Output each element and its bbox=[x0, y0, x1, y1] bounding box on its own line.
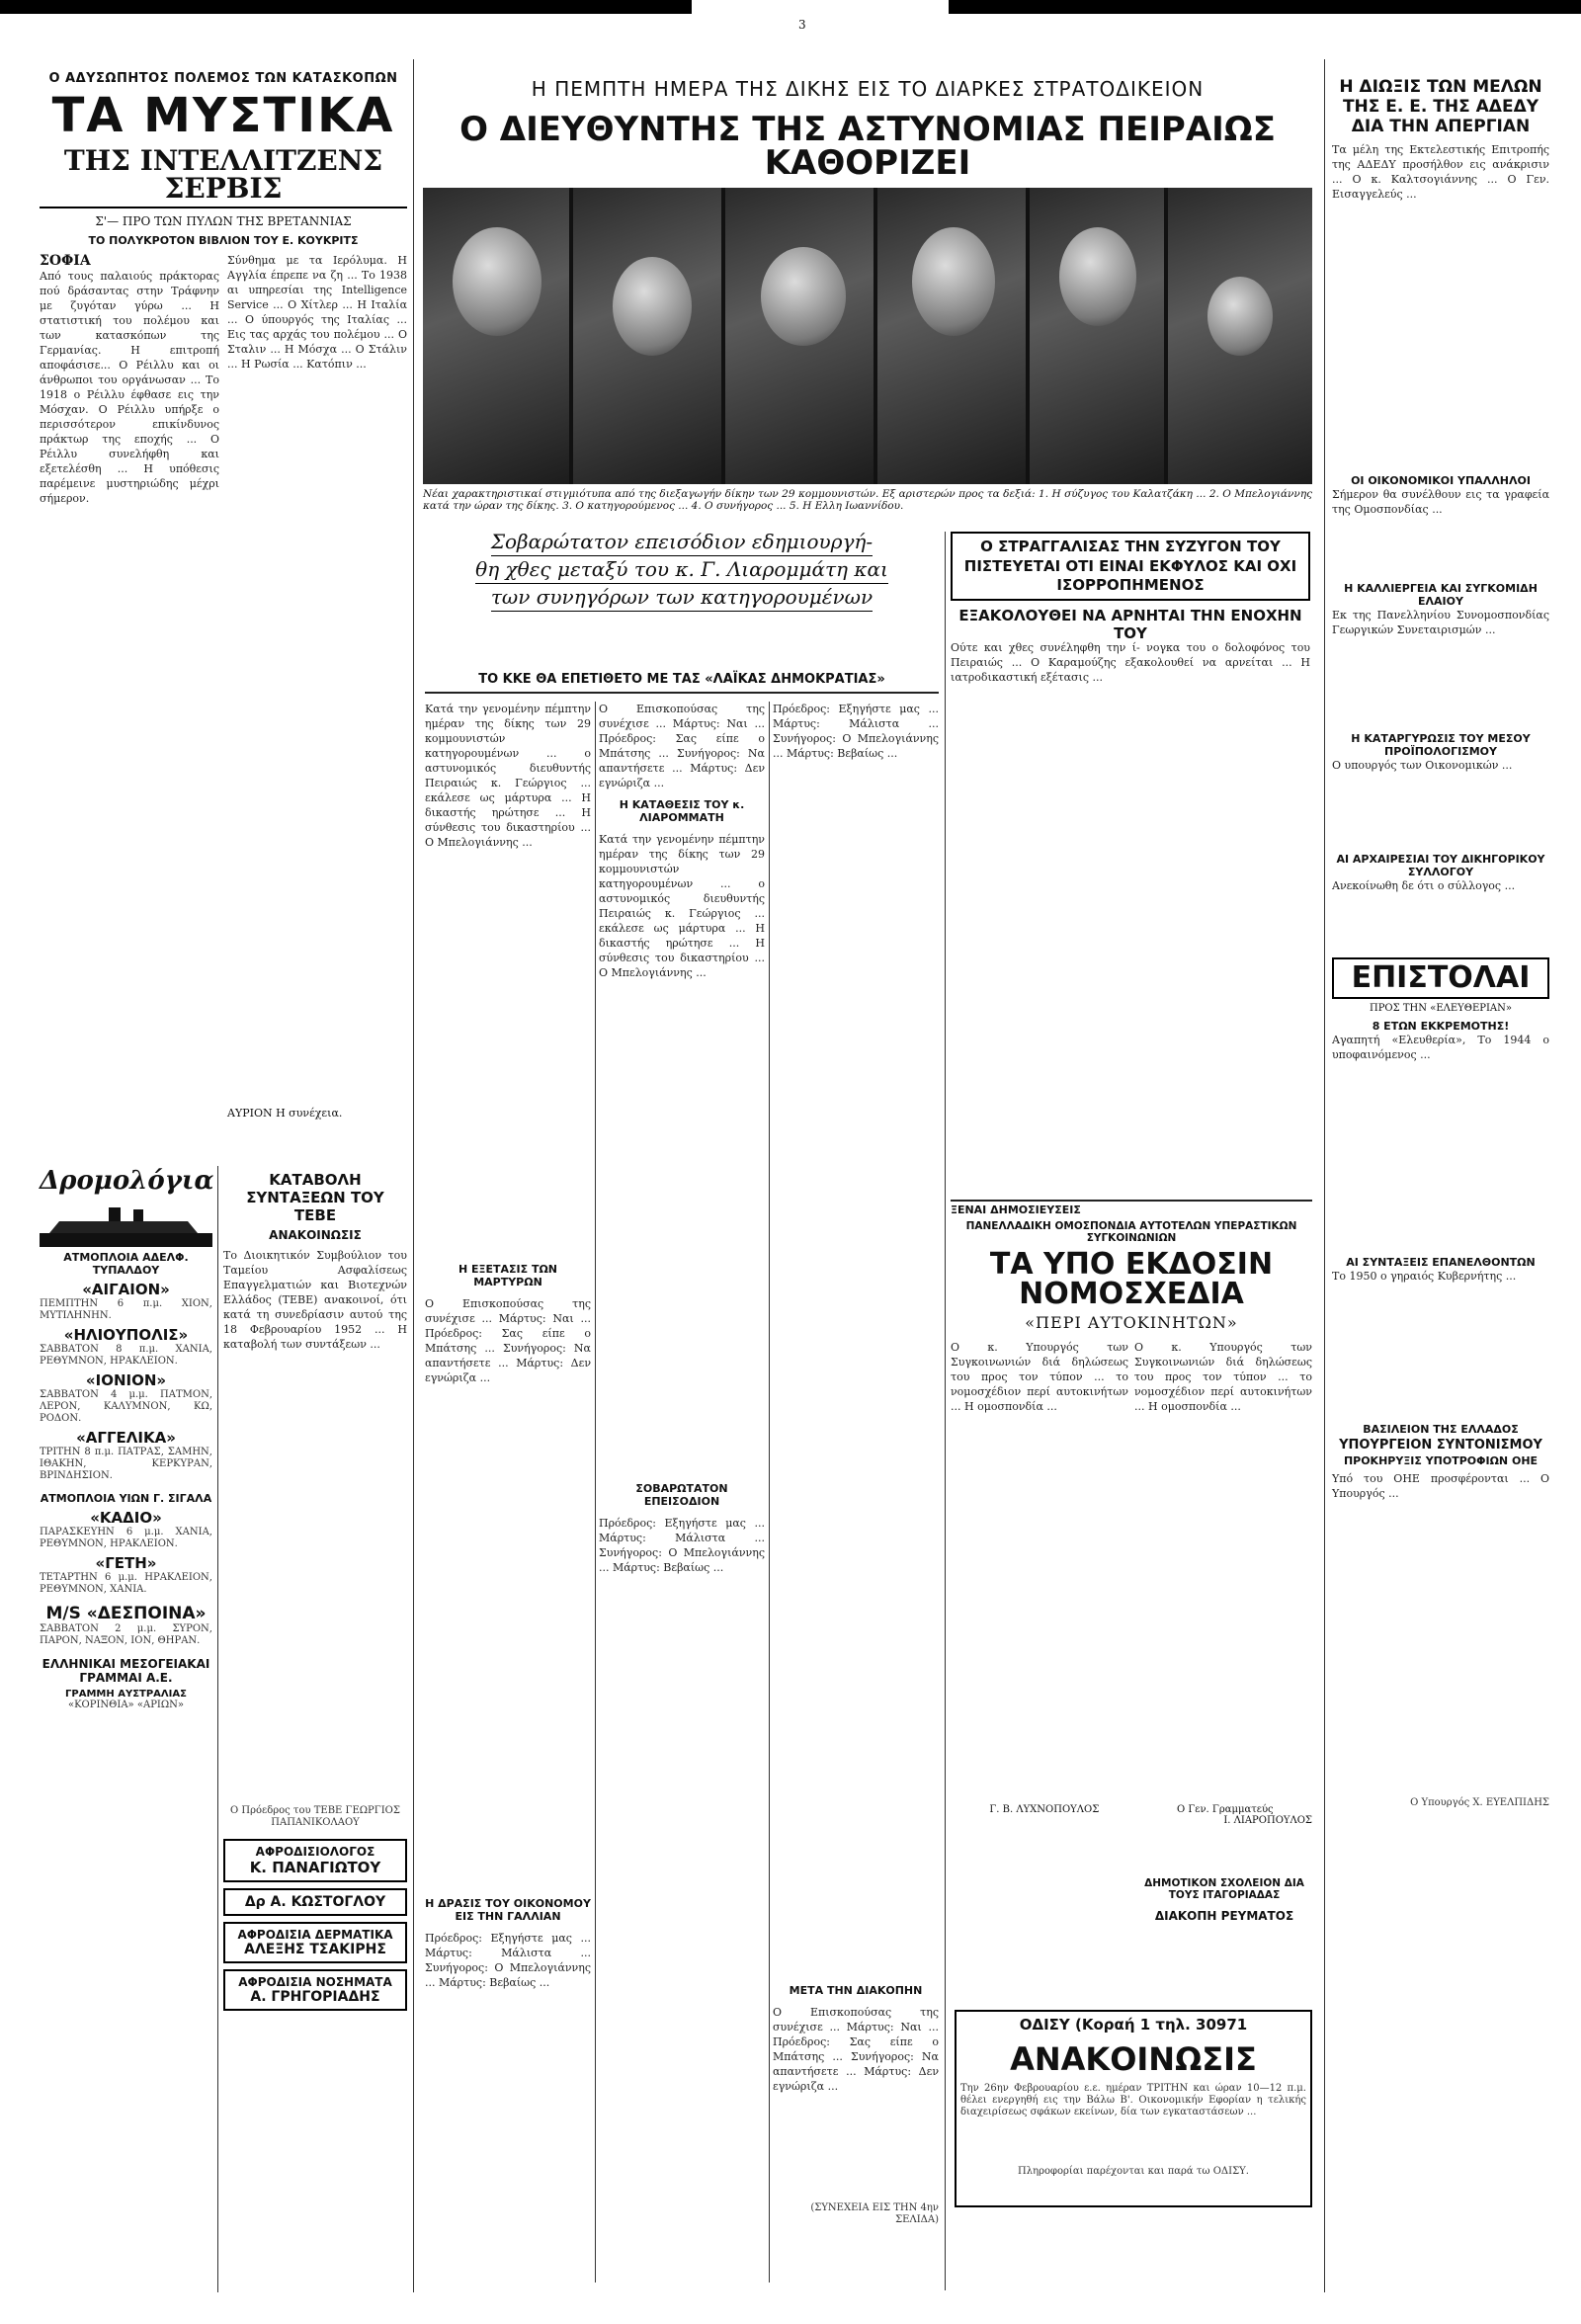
stranger-body: Ούτε και χθες συνέληφθη την ί- νογκα του ο δολοφόνος του Πειραιώς ... Ο Καραμούζης εξακολουθεί να αρνείται ... Η ιατροδικαστική εξέτασις ... bbox=[951, 641, 1310, 684]
school-title: ΔΗΜΟΤΙΚΟΝ ΣΧΟΛΕΙΟΝ ΔΙΑ ΤΟΥΣ ΙΤΑΓΟΡΙΑΔΑΣ bbox=[1144, 1877, 1304, 1901]
rule-main-1 bbox=[595, 702, 596, 2282]
rule-sub bbox=[425, 692, 939, 694]
tebe-title: ΚΑΤΑΒΟΛΗ ΣΥΝΤΑΞΕΩΝ ΤΟΥ ΤΕΒΕ bbox=[246, 1171, 384, 1224]
tebe-body: Το Διοικητικόν Συμβούλιον του Ταμείου Ασφαλίσεως Επαγγελματιών και Βιοτεχνών Ελλάδος (ΤΕΒΕ) ανακοινοί, ότι κατά τη συνεδρίασιν αυτού της 18 Φεβρουαρίου 1952 ... Η καταβολή των συντάξεων ... bbox=[223, 1249, 407, 1351]
caption-text: Νέαι χαρακτηριστικαί στιγμιότυπα από της διεξαγωγήν δίκην των 29 κομμουνιστών. Εξ αριστερών προς τα δεξιά: 1. Η σύζυγος του Καλατζάκη ... 2. Ο Μπελογιάννης κατά την ώραν της δίκης. 3. Ο κατηγορούμενος ... 4. Ο συνήγορος ... 5. Η Ελλη Ιωαννίδου. bbox=[423, 488, 1312, 512]
syntaxeis-body: Το 1950 ο γηραιός Κυβερνήτης ... bbox=[1332, 1270, 1517, 1283]
arx-body: Ανεκοίνωθη δε ότι ο σύλλογος ... bbox=[1332, 879, 1516, 892]
doc4-title: ΑΦΡΟΔΙΣΙΑ ΝΟΣΗΜΑΤΑ bbox=[238, 1975, 392, 1989]
ads-line3c: «ΚΟΡΙΝΘΙΑ» «ΑΡΙΩΝ» bbox=[67, 1700, 185, 1710]
syntaxeis-title: ΑΙ ΣΥΝΤΑΞΕΙΣ ΕΠΑΝΕΛΘΟΝΤΩΝ bbox=[1346, 1256, 1536, 1269]
signature-2: Ο Γεν. Γραμματεύς bbox=[1176, 1804, 1274, 1815]
main-continued: (ΣΥΝΕΧΕΙΑ ΕΙΣ ΤΗΝ 4ην ΣΕΛΙΔΑ) bbox=[810, 2202, 939, 2225]
ads-title: Δρομολόγια bbox=[40, 1166, 214, 1196]
rule-left bbox=[413, 59, 414, 2292]
signature-3: Ι. ΛΙΑΡΟΠΟΥΛΟΣ bbox=[1223, 1815, 1312, 1826]
stranger-box-title: Ο ΣΤΡΑΓΓΑΛΙΣΑΣ ΤΗΝ ΣΥΖΥΓΟΝ ΤΟΥ ΠΙΣΤΕΥΕΤΑΙ ΟΤΙ ΕΙΝΑΙ ΕΚΦΥΛΟΣ ΚΑΙ ΟΧΙ ΙΣΟΡΡΟΠΗΜΕΝΟΣ bbox=[951, 532, 1310, 601]
xenai-kicker: ΞΕΝΑΙ ΔΗΜΟΣΙΕΥΣΕΙΣ bbox=[951, 1204, 1081, 1216]
tebe-sub: ΑΝΑΚΟΙΝΩΣΙΣ bbox=[269, 1228, 362, 1242]
left-dropcap: ΣΟΦΙΑ bbox=[40, 253, 91, 269]
ship7: Μ/S «ΔΕΣΠΟΙΝΑ» bbox=[45, 1604, 207, 1623]
photo-3 bbox=[725, 188, 874, 484]
ads-line3b: ΓΡΑΜΜΗ ΑΥΣΤΡΑΛΙΑΣ bbox=[65, 1689, 187, 1700]
katarg-body: Ο υπουργός των Οικονομικών ... bbox=[1332, 759, 1513, 772]
doc-ad-2 bbox=[223, 1888, 407, 1916]
signature-1: Γ. Β. ΛΥΧΝΟΠΟΥΛΟΣ bbox=[989, 1804, 1100, 1815]
subhead-3: των συνηγόρων των κατηγορουμένων bbox=[425, 584, 939, 612]
anakoinosis-title: ΑΝΑΚΟΙΝΩΣΙΣ bbox=[1010, 2040, 1257, 2078]
rule-main-2 bbox=[769, 702, 770, 2282]
oik-title: ΟΙ ΟΙΚΟΝΟΜΙΚΟΙ ΥΠΑΛΛΗΛΟΙ bbox=[1351, 474, 1531, 487]
photo-4 bbox=[877, 188, 1026, 484]
col2-head-2: ΣΟΒΑΡΩΤΑΤΟΝ ΕΠΕΙΣΟΔΙΟΝ bbox=[635, 1482, 728, 1508]
ypourg-title: ΥΠΟΥΡΓΕΙΟΝ ΣΥΝΤΟΝΙΣΜΟΥ bbox=[1339, 1438, 1542, 1452]
katarg-title: Η ΚΑΤΑΡΓΥΡΩΣΙΣ ΤΟΥ ΜΕΣΟΥ ΠΡΟΪΠΟΛΟΓΙΣΜΟΥ bbox=[1351, 732, 1531, 758]
main-col-3: Πρόεδρος: Εξηγήστε μας ... Μάρτυς: Μάλιστα ... Συνήγορος: Ο Μπελογιάννης ... Μάρτυς: Βεβαίως ... ΜΕΤΑ ΤΗΝ ΔΙΑΚΟΠΗΝ Ο Επισκοπούσας της συνέχισε ... Μάρτυς: Ναι ... Πρόεδρος: Σας είπε ο Μπάτσης ... Συνήγορος: Να απαντήσετε ... Μάρτυς: Δεν εγνώριζα ... (ΣΥΝΕΧΕΙΑ ΕΙΣ ΤΗΝ 4ην ΣΕΛΙΔΑ) bbox=[773, 703, 939, 2225]
photo-1 bbox=[423, 188, 569, 484]
ekkrem-body: Αγαπητή «Ελευθερία», Το 1944 ο υποφαινόμενος ... bbox=[1332, 1034, 1549, 1061]
xenai-title: ΤΑ ΥΠΟ ΕΚΔΟΣΙΝ ΝΟΜΟΣΧΕΔΙΑ bbox=[989, 1247, 1274, 1311]
doc1-title: ΑΦΡΟΔΙΣΙΟΛΟΓΟΣ bbox=[255, 1845, 375, 1859]
left-article bbox=[40, 71, 407, 1168]
left-continued: ΑΥΡΙΟΝ Η συνέχεια. bbox=[227, 1107, 343, 1120]
oik-body: Σήμερον θα συνέλθουν εις τα γραφεία της Ομοσπονδίας ... bbox=[1332, 488, 1549, 516]
main-col-1: Κατά την γενομένην πέμπτην ημέραν της δίκης των 29 κομμουνιστών κατηγορουμένων ... ο αστυνομικός διευθυντής Πειραιώς κ. Γεώργιος ... εκάλεσε ως μάρτυρα ... Η δικαστής ηρώτησε ... Η σύνθεσις του δικαστηρίου ... Ο Μπελογιάννης ... Η ΕΞΕΤΑΣΙΣ ΤΩΝ ΜΑΡΤΥΡΩΝ Ο Επισκοπούσας της συνέχισε ... Μάρτυς: Ναι ... Πρόεδρος: Σας είπε ο Μπάτσης ... Συνήγορος: Να απαντήσετε ... Μάρτυς: Δεν εγνώριζα ... Η ΔΡΑΣΙΣ ΤΟΥ ΟΙΚΟΝΟΜΟΥ ΕΙΣ ΤΗΝ ΓΑΛΛΙΑΝ Πρόεδρος: Εξηγήστε μας ... Μάρτυς: Μάλιστα ... Συνήγορος: Ο Μπελογιάννης ... Μάρτυς: Βεβαίως ... bbox=[425, 703, 591, 1989]
xenai-body-1: Ο κ. Υπουργός των Συγκοινωνιών διά δηλώσεως του προς τον τύπον ... το νομοσχέδιον περί αυτοκινήτων ... Η ομοσπονδία ... bbox=[951, 1341, 1128, 1413]
doc3-name: ΑΛΕΞΗΣ ΤΣΑΚΙΡΗΣ bbox=[244, 1942, 386, 1957]
ship-illustration bbox=[40, 1200, 212, 1247]
doc-ad-3 bbox=[223, 1922, 407, 1963]
col3-head: ΜΕΤΑ ΤΗΝ ΔΙΑΚΟΠΗΝ bbox=[789, 1984, 923, 1997]
epistolai-box: ΕΠΙΣΤΟΛΑΙ bbox=[1332, 957, 1549, 999]
ads-line2: ΑΤΜΟΠΛΟΙΑ ΥΙΩΝ Γ. ΣΙΓΑΛΑ bbox=[40, 1492, 212, 1505]
anakoinosis-foot: Πληροφορίαι παρέχονται και παρά τω ΟΔΙΣΥ. bbox=[1018, 2166, 1249, 2177]
doc-ad-4 bbox=[223, 1969, 407, 2011]
stranger-box-sub: ΕΞΑΚΟΛΟΥΘΕΙ ΝΑ ΑΡΝΗΤΑΙ ΤΗΝ ΕΝΟΧΗΝ ΤΟΥ bbox=[958, 607, 1302, 642]
main-headline-1: Ο ΔΙΕΥΘΥΝΤΗΣ ΤΗΣ ΑΣΤΥΝΟΜΙΑΣ ΠΕΙΡΑΙΩΣ ΚΑΘΟΡΙΖΕΙ bbox=[459, 110, 1276, 183]
subhead-2: θη χθες μεταξύ του κ. Γ. Λιαρομμάτη και bbox=[425, 556, 939, 584]
right-column bbox=[1332, 77, 1549, 2300]
right-sig: Ο Υπουργός Χ. ΕΥΕΛΠΙΔΗΣ bbox=[1410, 1797, 1549, 1808]
ship1: «ΑΙΓΑΙΟΝ» bbox=[82, 1281, 170, 1298]
left-kicker: Ο ΑΔΥΣΩΠΗΤΟΣ ΠΟΛΕΜΟΣ ΤΩΝ ΚΑΤΑΣΚΟΠΩΝ bbox=[48, 71, 398, 86]
left-line: Σ'— ΠΡΟ ΤΩΝ ΠΥΛΩΝ ΤΗΣ ΒΡΕΤΑΝΝΙΑΣ bbox=[95, 214, 352, 228]
prok-body: Υπό του ΟΗΕ προσφέρονται ... Ο Υπουργός ... bbox=[1332, 1472, 1549, 1500]
ship6: «ΓΕΤΗ» bbox=[95, 1554, 157, 1572]
rule-main-3 bbox=[945, 532, 946, 2290]
anakoinosis-body: Την 26ην Φεβρουαρίου ε.ε. ημέραν ΤΡΙΤΗΝ και ώραν 10—12 π.μ. θέλει ενεργηθή εις την Βάλω Β'. Οικονομικήν Εφορίαν η τελικής διαχειρίσεως σφάκων εκείνων, δία των εγκαταστάσεων ... bbox=[960, 2083, 1306, 2117]
rule-ads bbox=[217, 1166, 218, 2292]
ship7-text: ΣΑΒΒΑΤΟΝ 2 μ.μ. ΣΥΡΟΝ, ΠΑΡΟΝ, ΝΑΞΟΝ, ΙΟΝ, ΘΗΡΑΝ. bbox=[40, 1623, 212, 1646]
rule-right bbox=[1324, 59, 1325, 2292]
subheads bbox=[425, 529, 939, 657]
kall-body: Εκ της Πανελληνίου Συνομοσπονδίας Γεωργικών Συνεταιρισμών ... bbox=[1332, 609, 1549, 636]
doc-ad-1 bbox=[223, 1839, 407, 1882]
tebe-sig: Ο Πρόεδρος του ΤΕΒΕ ΓΕΩΡΓΙΟΣ ΠΑΠΑΝΙΚΟΛΑΟΥ bbox=[230, 1805, 400, 1828]
right-body-1: Τα μέλη της Εκτελεστικής Επιτροπής της ΑΔΕΔΥ προσήλθον εις ανάκρισιν ... Ο κ. Καλτσογιάννης ... Ο Γεν. Εισαγγελεύς ... bbox=[1332, 143, 1549, 201]
left-mid-body: Σύνθημα με τα Ιερόλυμα. Η Αγγλία έπρεπε να ζη ... Το 1938 αι υπηρεσίαι της Intelligence Service ... Ο Χίτλερ ... Η Ιταλία ... Ο ύπουργός της Ιταλίας ... Εις τας αρχάς του πολέμου ... Ο Σταλιν ... Η Μόσχα ... Ο Στάλιν ... Η Ρωσία ... Κατόπιν ... bbox=[227, 254, 407, 371]
col2-head: Η ΚΑΤΑΘΕΣΙΣ ΤΟΥ κ. ΛΙΑΡΟΜΜΑΤΗ bbox=[619, 798, 745, 824]
photo-6 bbox=[1168, 188, 1312, 484]
school-section bbox=[1136, 1877, 1312, 1996]
right-title-2: ΤΗΣ Ε. Ε. ΤΗΣ ΑΔΕΔΥ bbox=[1342, 97, 1539, 117]
col1-head-2: Η ΔΡΑΣΙΣ ΤΟΥ ΟΙΚΟΝΟΜΟΥ ΕΙΣ ΤΗΝ ΓΑΛΛΙΑΝ bbox=[425, 1897, 591, 1923]
ship5-text: ΠΑΡΑΣΚΕΥΗΝ 6 μ.μ. ΧΑΝΙΑ, ΡΕΘΥΜΝΟΝ, ΗΡΑΚΛΕΙΟΝ. bbox=[40, 1527, 212, 1549]
left-subtitle: ΤΗΣ ΙΝΤΕΛΛΙΤΖΕΝΣ ΣΕΡΒΙΣ bbox=[40, 147, 407, 208]
ads-line3: ΕΛΛΗΝΙΚΑΙ ΜΕΣΟΓΕΙΑΚΑΙ ΓΡΑΜΜΑΙ Α.Ε. bbox=[42, 1657, 210, 1685]
ship5: «ΚΑΔΙΟ» bbox=[90, 1509, 162, 1527]
ads-line1: ΑΤΜΟΠΛΟΙΑ ΑΔΕΛΦ. ΤΥΠΑΛΔΟΥ bbox=[63, 1251, 189, 1277]
photo-strip bbox=[423, 188, 1312, 484]
subhead-1: Σοβαρώτατον επεισόδιον εδημιουργή- bbox=[425, 529, 939, 556]
ship3-text: ΣΑΒΒΑΤΟΝ 4 μ.μ. ΠΑΤΜΟΝ, ΛΕΡΟΝ, ΚΑΛΥΜΝΟΝ, ΚΩ, ΡΟΔΟΝ. bbox=[40, 1389, 212, 1424]
left-body: Από τους παλαιούς πράκτορας πού δράσαντας στην Τράφνην με ζυγόταν γύρω ... Η στατιστική του πολέμου και των κατασκόπων της Γερμανίας. Η επιτροπή αποφάσισε... Ο Ρέιλλυ και οι άνθρωποι του οργάνωσαν ... Το 1918 ο Ρέιλλυ έφθασε εις την Μόσχαν. Ο Ρέιλλυ υπήρξε ο περισσότερον επικίνδυνος πράκτωρ της εποχής ... Ο Ρέιλλυ συνελήφθη και εξετελέσθη ... Η υπόθεσις παρέμεινε μυστηριώδης μέχρι σήμερον. bbox=[40, 270, 219, 505]
ship4: «ΑΓΓΕΛΙΚΑ» bbox=[76, 1429, 176, 1447]
ship1-text: ΠΕΜΠΤΗΝ 6 π.μ. ΧΙΟΝ, ΜΥΤΙΛΗΝΗΝ. bbox=[40, 1298, 212, 1321]
right-title-1: Η ΔΙΩΞΙΣ ΤΩΝ ΜΕΛΩΝ bbox=[1339, 77, 1542, 97]
xenai-sub: ΠΑΝΕΛΛΑΔΙΚΗ ΟΜΟΣΠΟΝΔΙΑ ΑΥΤΟΤΕΛΩΝ ΥΠΕΡΑΣΤΙΚΩΝ ΣΥΓΚΟΙΝΩΝΙΩΝ bbox=[965, 1220, 1297, 1244]
sub-headline: ΤΟ ΚΚΕ ΘΑ ΕΠΕΤΙΘΕΤΟ ΜΕ ΤΑΣ «ΛΑΪΚΑΣ ΔΗΜΟΚΡΑΤΙΑΣ» bbox=[478, 672, 885, 687]
photo-5 bbox=[1030, 188, 1164, 484]
left-byline: ΤΟ ΠΟΛΥΚΡΟΤΟΝ ΒΙΒΛΙΟΝ ΤΟΥ Ε. ΚΟΥΚΡΙΤΣ bbox=[88, 234, 359, 247]
doc4-name: Α. ΓΡΗΓΟΡΙΑΔΗΣ bbox=[250, 1989, 380, 2005]
anakoinosis-box bbox=[955, 2010, 1312, 2207]
ship2-text: ΣΑΒΒΑΤΟΝ 8 π.μ. ΧΑΝΙΑ, ΡΕΘΥΜΝΟΝ, ΗΡΑΚΛΕΙΟΝ. bbox=[40, 1344, 212, 1367]
ads-column bbox=[40, 1166, 212, 2292]
ship4-text: ΤΡΙΤΗΝ 8 π.μ. ΠΑΤΡΑΣ, ΣΑΜΗΝ, ΙΘΑΚΗΝ, ΚΕΡΚΥΡΑΝ, ΒΡΙΝΔΗΣΙΟΝ. bbox=[40, 1447, 212, 1481]
page-top-bar bbox=[0, 0, 1581, 14]
ship6-text: ΤΕΤΑΡΤΗΝ 6 μ.μ. ΗΡΑΚΛΕΙΟΝ, ΡΕΘΥΜΝΟΝ, ΧΑΝΙΑ. bbox=[40, 1572, 212, 1595]
right-title-3: ΔΙΑ ΤΗΝ ΑΠΕΡΓΙΑΝ bbox=[1351, 117, 1531, 136]
xenai-title-2: «ΠΕΡΙ ΑΥΤΟΚΙΝΗΤΩΝ» bbox=[1025, 1313, 1238, 1332]
main-col-2: Ο Επισκοπούσας της συνέχισε ... Μάρτυς: Ναι ... Πρόεδρος: Σας είπε ο Μπάτσης ... Συνήγορος: Να απαντήσετε ... Μάρτυς: Δεν εγνώριζα ... Η ΚΑΤΑΘΕΣΙΣ ΤΟΥ κ. ΛΙΑΡΟΜΜΑΤΗ Κατά την γενομένην πέμπτην ημέραν της δίκης των 29 κομμουνιστών κατηγορουμένων ... ο αστυνομικός διευθυντής Πειραιώς κ. Γεώργιος ... εκάλεσε ως μάρτυρα ... Η δικαστής ηρώτησε ... Η σύνθεσις του δικαστηρίου ... Ο Μπελογιάννης ... ΣΟΒΑΡΩΤΑΤΟΝ ΕΠΕΙΣΟΔΙΟΝ Πρόεδρος: Εξηγήστε μας ... Μάρτυς: Μάλιστα ... Συνήγορος: Ο Μπελογιάννης ... Μάρτυς: Βεβαίως ... bbox=[599, 703, 765, 1574]
arx-title: ΑΙ ΑΡΧΑΙΡΕΣΙΑΙ ΤΟΥ ΔΙΚΗΓΟΡΙΚΟΥ ΣΥΛΛΟΓΟΥ bbox=[1336, 853, 1545, 878]
ekkrem-title: 8 ΕΤΩΝ ΕΚΚΡΕΜΟΤΗΣ! bbox=[1372, 1020, 1510, 1033]
left-title: ΤΑ ΜΥΣΤΙΚΑ bbox=[51, 88, 395, 143]
xenai-body-2: Ο κ. Υπουργός των Συγκοινωνιών διά δηλώσεως του προς τον τύπον ... το νομοσχέδιον περί αυτοκινήτων ... Η ομοσπονδία ... bbox=[1134, 1341, 1312, 1413]
col1-head: Η ΕΞΕΤΑΣΙΣ ΤΩΝ ΜΑΡΤΥΡΩΝ bbox=[458, 1263, 558, 1288]
tebe-column bbox=[223, 1171, 407, 2292]
rule-xenai bbox=[951, 1200, 1312, 1202]
ship3: «ΙΟΝΙΟΝ» bbox=[85, 1371, 167, 1389]
basil-title: ΒΑΣΙΛΕΙΟΝ ΤΗΣ ΕΛΛΑΔΟΣ bbox=[1363, 1423, 1519, 1436]
main-header bbox=[419, 77, 1316, 196]
doc3-title: ΑΦΡΟΔΙΣΙΑ ΔΕΡΜΑΤΙΚΑ bbox=[237, 1928, 393, 1942]
doc1-name: Κ. ΠΑΝΑΓΙΩΤΟΥ bbox=[249, 1859, 381, 1876]
ship2: «ΗΛΙΟΥΠΟΛΙΣ» bbox=[63, 1326, 189, 1344]
photo-caption bbox=[423, 488, 1312, 528]
page-number: 3 bbox=[798, 18, 806, 32]
xenai-section bbox=[951, 1204, 1312, 1836]
school-sub: ΔΙΑΚΟΠΗ ΡΕΥΜΑΤΟΣ bbox=[1154, 1909, 1294, 1923]
main-kicker: Η ΠΕΜΠΤΗ ΗΜΕΡΑ ΤΗΣ ΔΙΚΗΣ ΕΙΣ ΤΟ ΔΙΑΡΚΕΣ ΣΤΡΑΤΟΔΙΚΕΙΟΝ bbox=[531, 77, 1205, 101]
prokirixis-title: ΠΡΟΚΗΡΥΞΙΣ ΥΠΟΤΡΟΦΙΩΝ ΟΗΕ bbox=[1343, 1454, 1539, 1467]
epistolai-sub: ΠΡΟΣ ΤΗΝ «ΕΛΕΥΘΕΡΙΑΝ» bbox=[1369, 1003, 1513, 1014]
doc2-name: Δρ Α. ΚΩΣΤΟΓΛΟΥ bbox=[244, 1894, 386, 1910]
odisy: ΟΔΙΣΥ (Κοραή 1 τηλ. 30971 bbox=[1019, 2016, 1248, 2034]
photo-2 bbox=[573, 188, 721, 484]
kall-title: Η ΚΑΛΛΙΕΡΓΕΙΑ ΚΑΙ ΣΥΓΚΟΜΙΔΗ ΕΛΑΙΟΥ bbox=[1344, 582, 1538, 608]
